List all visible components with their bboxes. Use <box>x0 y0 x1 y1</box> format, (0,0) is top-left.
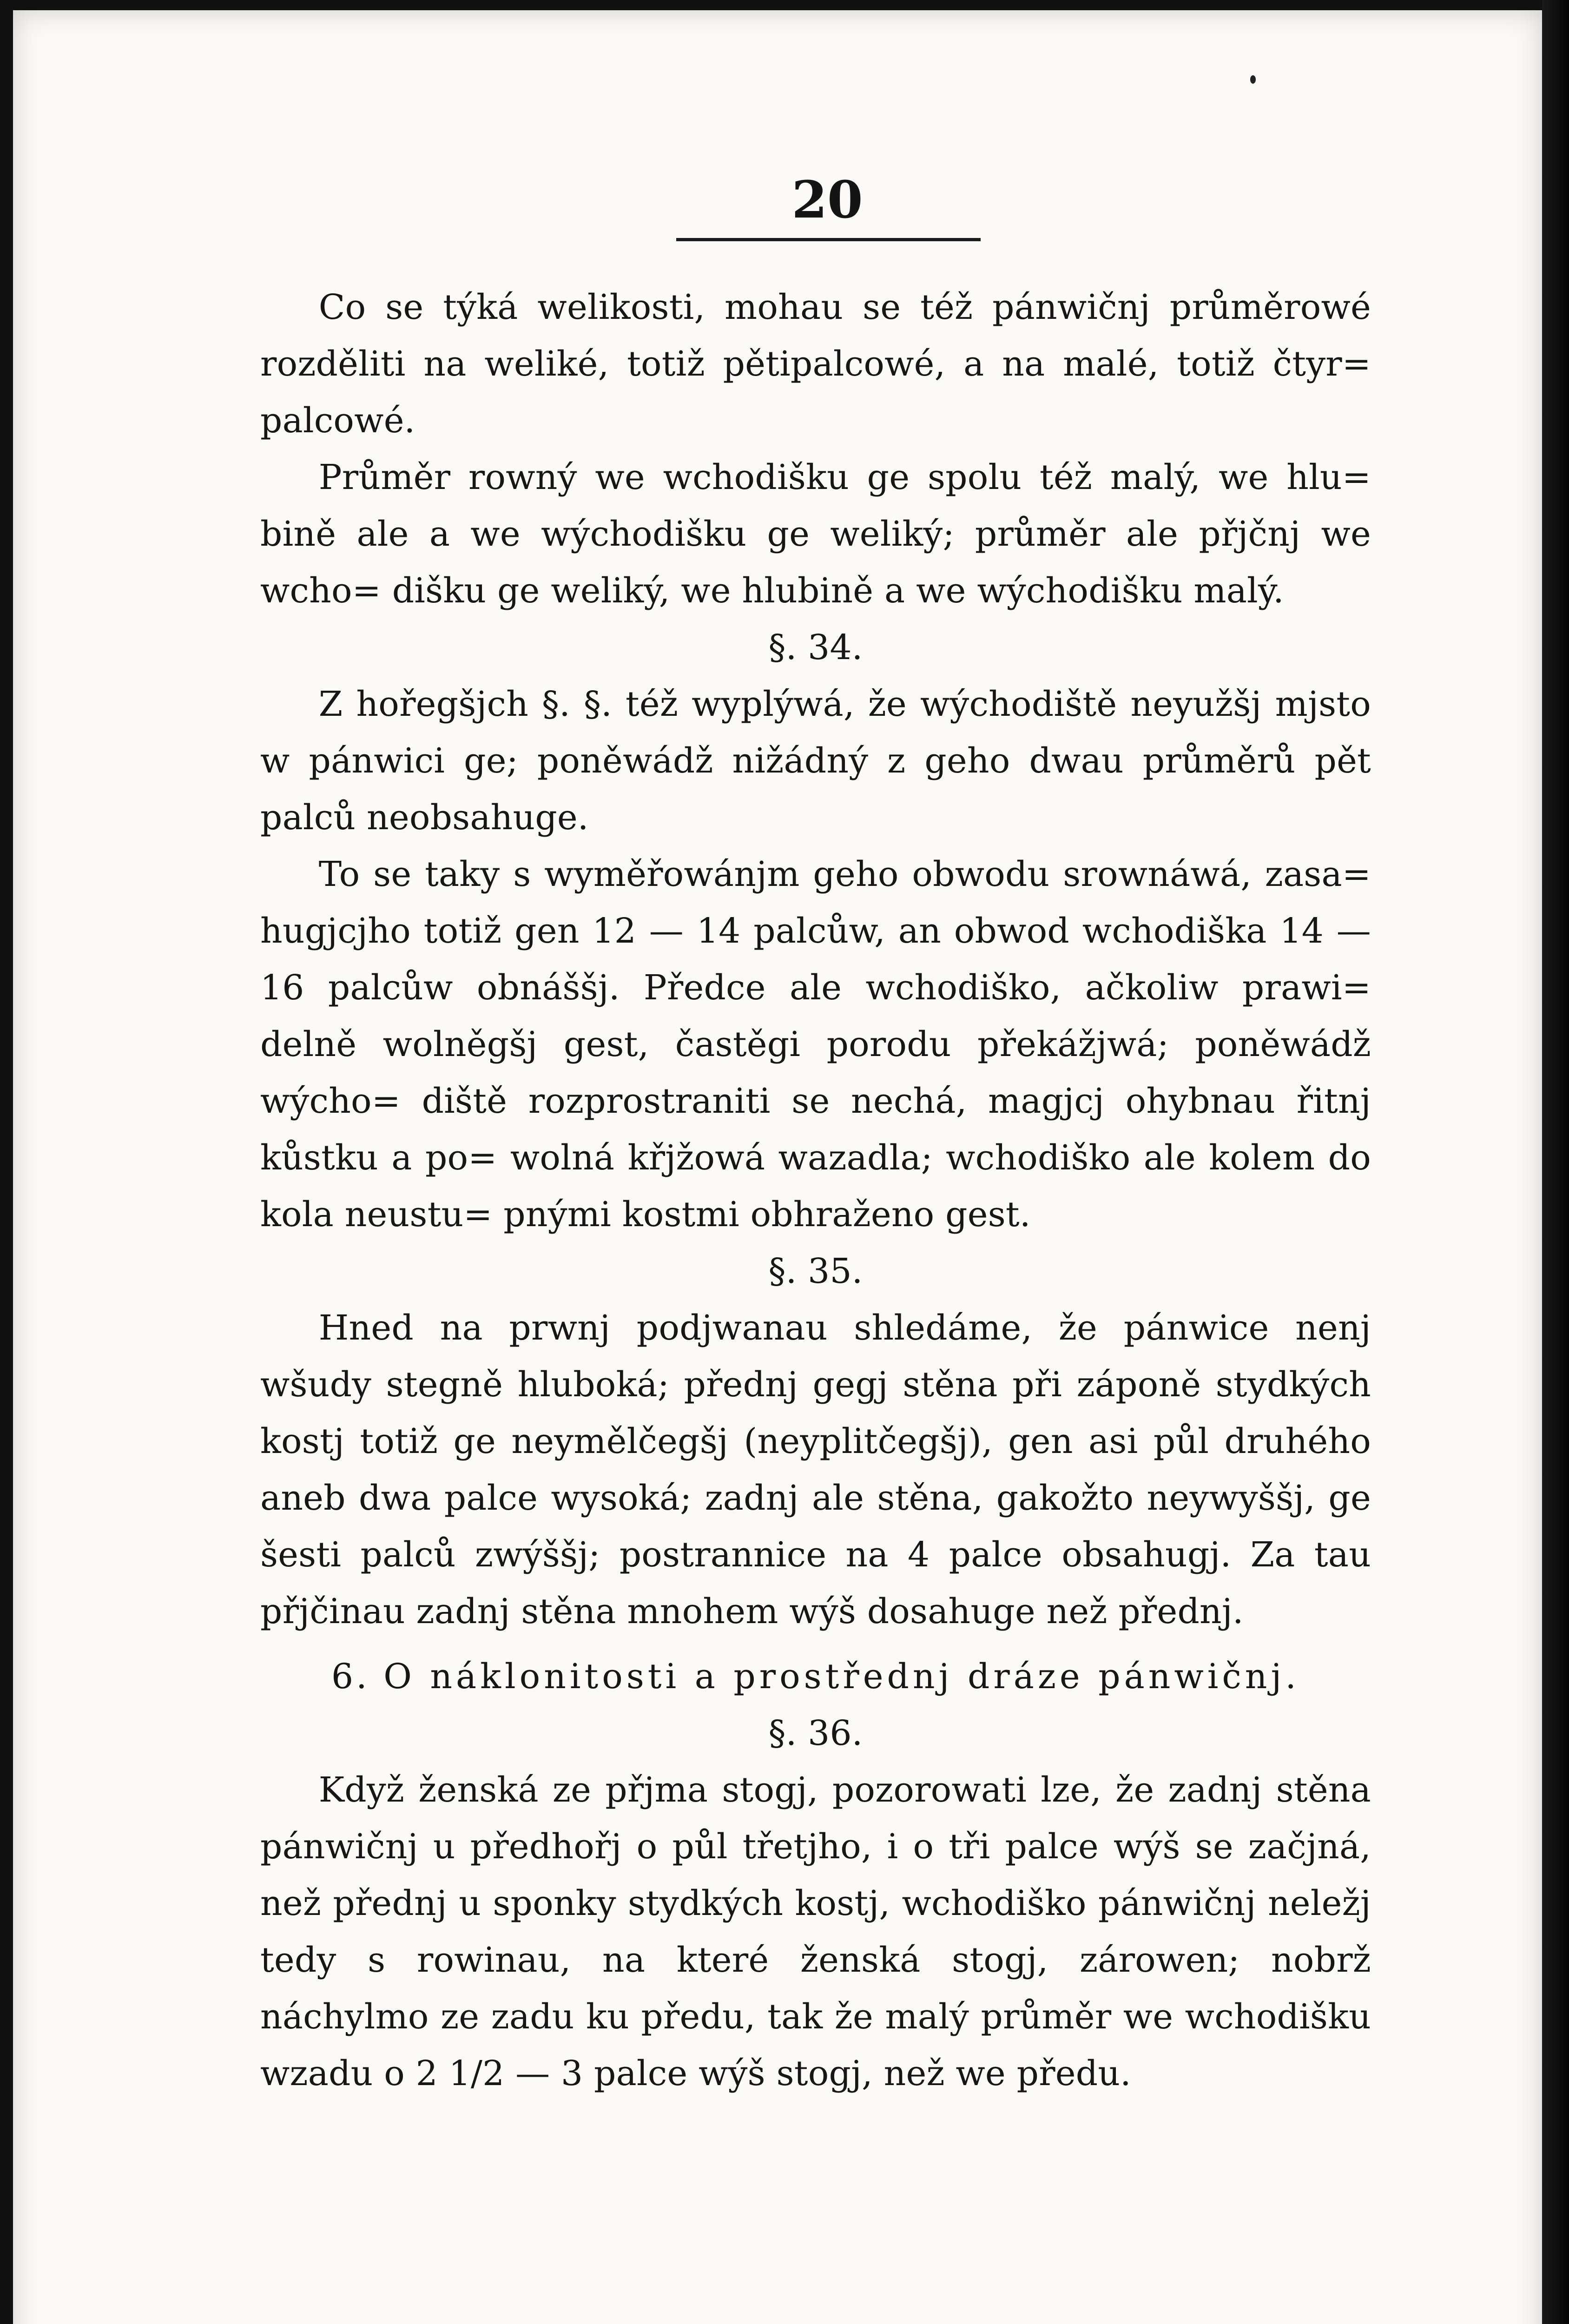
section-heading-35: §. 35. <box>768 1251 863 1291</box>
page-body <box>260 279 1371 2102</box>
chapter-number: 6. <box>331 1657 370 1697</box>
section-heading-34: §. 34. <box>768 627 863 667</box>
paragraph-diameters: Průměr rowný we wchodišku ge spolu též malý, we hlu= bině ale a we wýchodišku ge weliký; průměr ale přjčnj we wcho= dišku ge weliký, we hlubině a we wýchodišku malý. <box>260 457 1371 611</box>
paragraph-size-classification: Co se týká welikosti, mohau se též pánwičnj průměrowé rozděliti na weliké, totiž pětipalcowé, a na malé, totiž čtyr= palcowé. <box>260 287 1371 441</box>
paragraph-pelvic-depth: Hned na prwnj podjwanau shledáme, že pánwice nenj wšudy stegně hluboká; přednj gegj stěna při záponě stydkých kostj totiž ge neymělčegšj (neyplitčegšj), gen asi půl druhého aneb dwa palce wysoká; zadnj ale stěna, gakožto neywyššj, ge šesti palců zwýššj; postrannice na 4 palce obsahugj. Za tau přjčinau zadnj stěna mnohem wýš dosahuge než přednj. <box>260 1308 1371 1631</box>
chapter-heading <box>260 1648 1371 1705</box>
paragraph-pelvic-inclination: Když ženská ze přjma stogj, pozorowati lze, že zadnj stěna pánwičnj u předhořj o půl třetjho, i o tři palce wýš se začjná, než přednj u sponky stydkých kostj, wchodiško pánwičnj neležj tedy s rowinau, na které ženská stogj, zárowen; nobrž náchylmo ze zadu ku předu, tak že malý průměr we wchodišku wzadu o 2 1/2 — 3 palce wýš stogj, než we předu. <box>260 1770 1371 2093</box>
paragraph-outlet-narrowest: Z hořegšjch §. §. též wyplýwá, že wýchodiště neyužšj mjsto w pánwici ge; poněwádž nižádný z geho dwau průměrů pět palců neobsahuge. <box>260 684 1371 838</box>
section-heading-36: §. 36. <box>768 1713 863 1753</box>
scan-border <box>1542 0 1569 2324</box>
header-rule <box>676 238 981 241</box>
page-number: 20 <box>791 170 863 230</box>
ink-speck <box>1250 75 1256 84</box>
paragraph-circumference: To se taky s wyměřowánjm geho obwodu srownáwá, zasa= hugjcjho totiž gen 12 — 14 palcůw, an obwod wchodiška 14 — 16 palcůw obnáššj. Předce ale wchodiško, ačkoliw prawi= delně wolněgšj gest, častěgi porodu překážjwá; poněwádž wýcho= diště rozprostraniti se nechá, magjcj ohybnau řitnj kůstku a po= wolná křjžowá wazadla; wchodiško ale kolem do kola neustu= pnými kostmi obhraženo gest. <box>260 854 1371 1235</box>
chapter-title: O náklonitosti a prostřednj dráze pánwičnj. <box>383 1657 1300 1697</box>
